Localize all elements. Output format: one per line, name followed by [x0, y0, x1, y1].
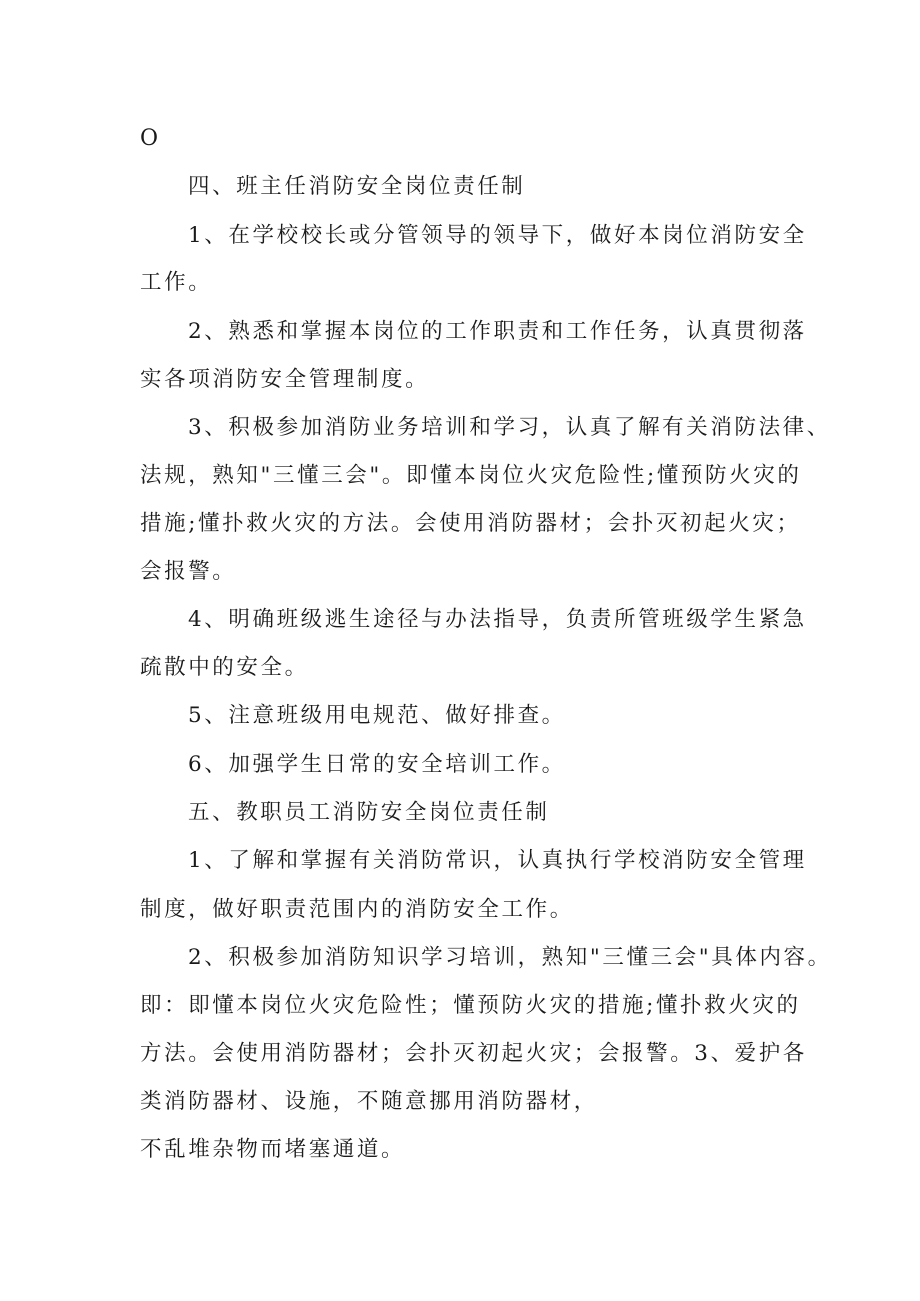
paragraph-line: 实各项消防安全管理制度。 — [140, 367, 430, 392]
paragraph-line: 1、了解和掌握有关消防常识，认真执行学校消防安全管理 — [188, 848, 807, 873]
paragraph-line: 6、加强学生日常的安全培训工作。 — [188, 752, 566, 777]
section-heading: 四、班主任消防安全岗位责任制 — [188, 174, 526, 199]
paragraph-line: 疏散中的安全。 — [140, 655, 309, 680]
paragraph-line: 5、注意班级用电规范、做好排查。 — [188, 703, 566, 728]
paragraph-line: 工作。 — [140, 270, 213, 295]
paragraph-line: 4、明确班级逃生途径与办法指导，负责所管班级学生紧急 — [188, 607, 807, 632]
paragraph-line: 即：即懂本岗位火灾危险性；懂预防火灾的措施;懂扑救火灾的 — [140, 993, 801, 1018]
paragraph-line: 3、积极参加消防业务培训和学习，认真了解有关消防法律、 — [188, 415, 831, 440]
paragraph-line: 措施;懂扑救火灾的方法。会使用消防器材；会扑灭初起火灾； — [140, 511, 801, 536]
paragraph-line: 不乱堆杂物而堵塞通道。 — [140, 1137, 406, 1162]
section-heading: 五、教职员工消防安全岗位责任制 — [188, 800, 550, 825]
paragraph-line: 1、在学校校长或分管领导的领导下，做好本岗位消防安全 — [188, 223, 807, 248]
stray-mark: O — [140, 126, 159, 151]
paragraph-line: 方法。会使用消防器材；会扑灭初起火灾；会报警。3、爱护各 — [140, 1041, 807, 1066]
paragraph-line: 会报警。 — [140, 559, 237, 584]
paragraph-line: 2、熟悉和掌握本岗位的工作职责和工作任务，认真贯彻落 — [188, 319, 807, 344]
paragraph-line: 类消防器材、设施，不随意挪用消防器材， — [140, 1089, 598, 1114]
paragraph-line: 2、积极参加消防知识学习培训，熟知"三懂三会"具体内容。 — [188, 945, 832, 970]
paragraph-line: 法规，熟知"三懂三会"。即懂本岗位火灾危险性;懂预防火灾的 — [140, 463, 802, 488]
paragraph-line: 制度，做好职责范围内的消防安全工作。 — [140, 897, 574, 922]
